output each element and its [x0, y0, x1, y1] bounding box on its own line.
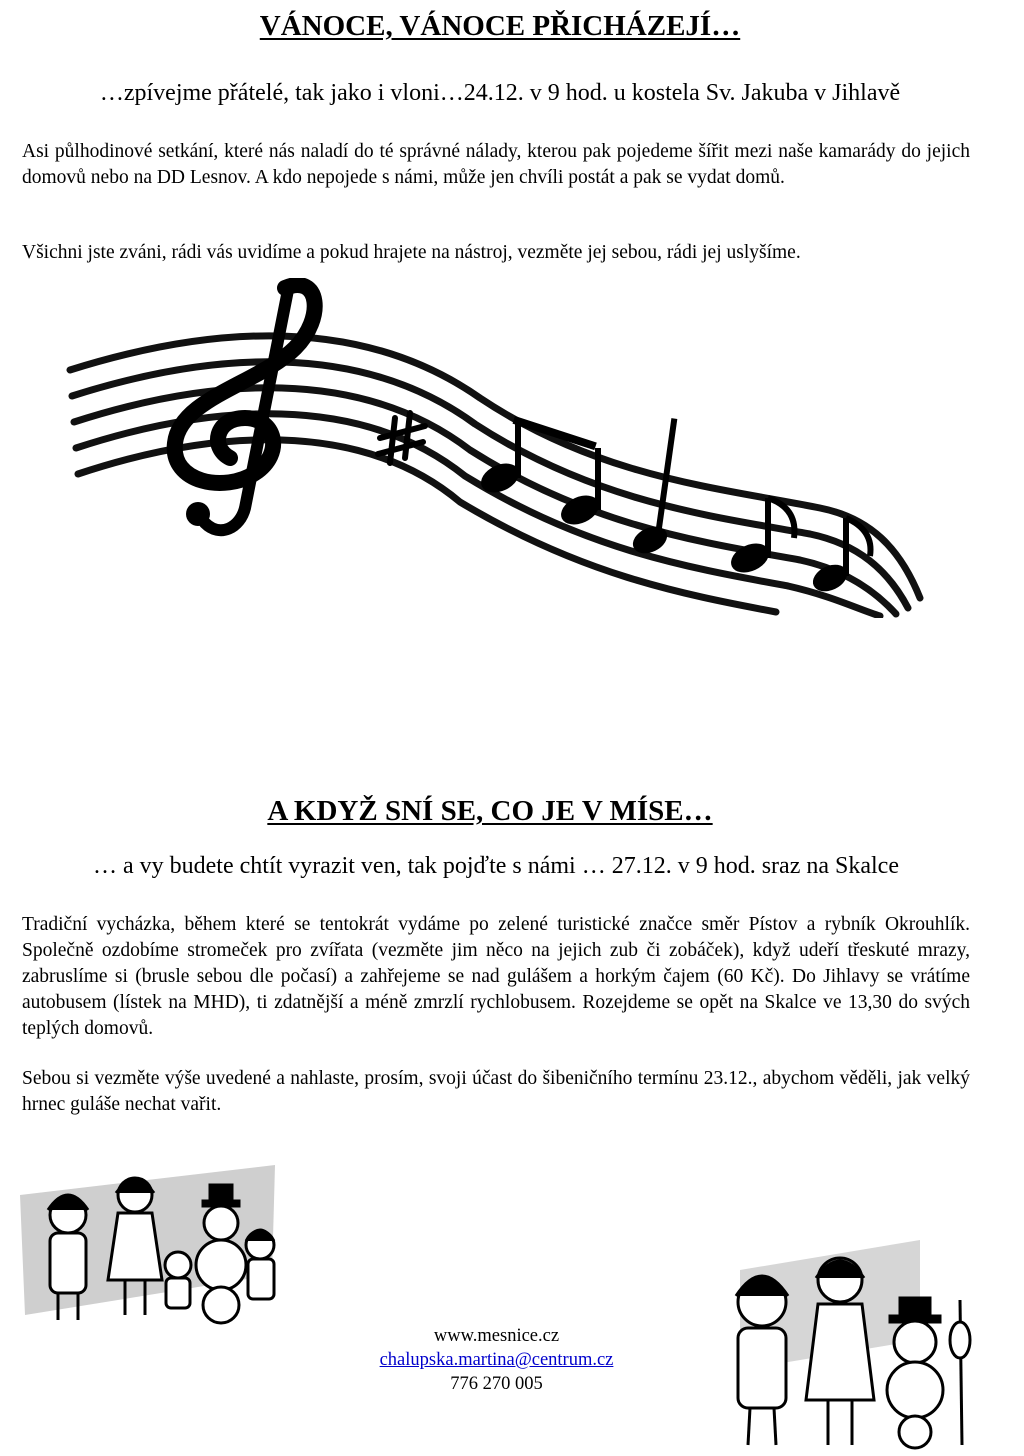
section1-paragraph-2: Všichni jste zváni, rádi vás uvidíme a pokud hrajete na nástroj, vezměte jej sebou, rádi jej uslyšíme.: [22, 242, 801, 263]
winter-family-illustration: [20, 1165, 280, 1325]
contact-phone: 776 270 005: [450, 1374, 543, 1394]
section2-subtitle: … a vy budete chtít vyrazit ven, tak pojďte s námi … 27.12. v 9 hod. sraz na Skalce: [93, 853, 899, 879]
section2-paragraph-1: Tradiční vycházka, během které se tentokrát vydáme po zelené turistické značce směr Pístov a rybník Okrouhlík. Společně ozdobíme stromeček pro zvířata (vezměte jim něco na jejich zub či zobáček), když udeří třeskuté mrazy, zabruslíme si (brusle sebou dle počasí) a zahřejeme se nad gulášem a horkým čajem (60 Kč). Do Jihlavy se vrátíme autobusem (lístek na MHD), ti zdatnější a méně zmrzlí rychlobusem. Rozejdeme se opět na Skalce ve 13,30 do svých teplých domovů.: [22, 914, 970, 1039]
email-link[interactable]: chalupska.martina@centrum.cz: [379, 1350, 614, 1370]
contact-website: www.mesnice.cz: [433, 1326, 560, 1346]
section2-title: A KDYŽ SNÍ SE, CO JE V MÍSE…: [267, 795, 713, 827]
section1-subtitle: …zpívejme přátelé, tak jako i vloni…24.12. v 9 hod. u kostela Sv. Jakuba v Jihlavě: [99, 80, 901, 106]
section1-title: VÁNOCE, VÁNOCE PŘICHÁZEJÍ…: [259, 10, 741, 42]
music-staff-illustration: [60, 278, 930, 618]
section1-paragraph-1: Asi půlhodinové setkání, které nás naladí do té správné nálady, kterou pak pojedeme šířit mezi naše kamarády do jejich domovů nebo na DD Lesnov. A kdo nepojede s námi, může jen chvíli postát a pak se vydat domů.: [22, 141, 970, 188]
section2-paragraph-2: Sebou si vezměte výše uvedené a nahlaste, prosím, svoji účast do šibeničního termínu 23.12., abychom věděli, jak velký hrnec guláše nechat vařit.: [22, 1068, 970, 1115]
winter-couple-illustration: [700, 1240, 1000, 1450]
